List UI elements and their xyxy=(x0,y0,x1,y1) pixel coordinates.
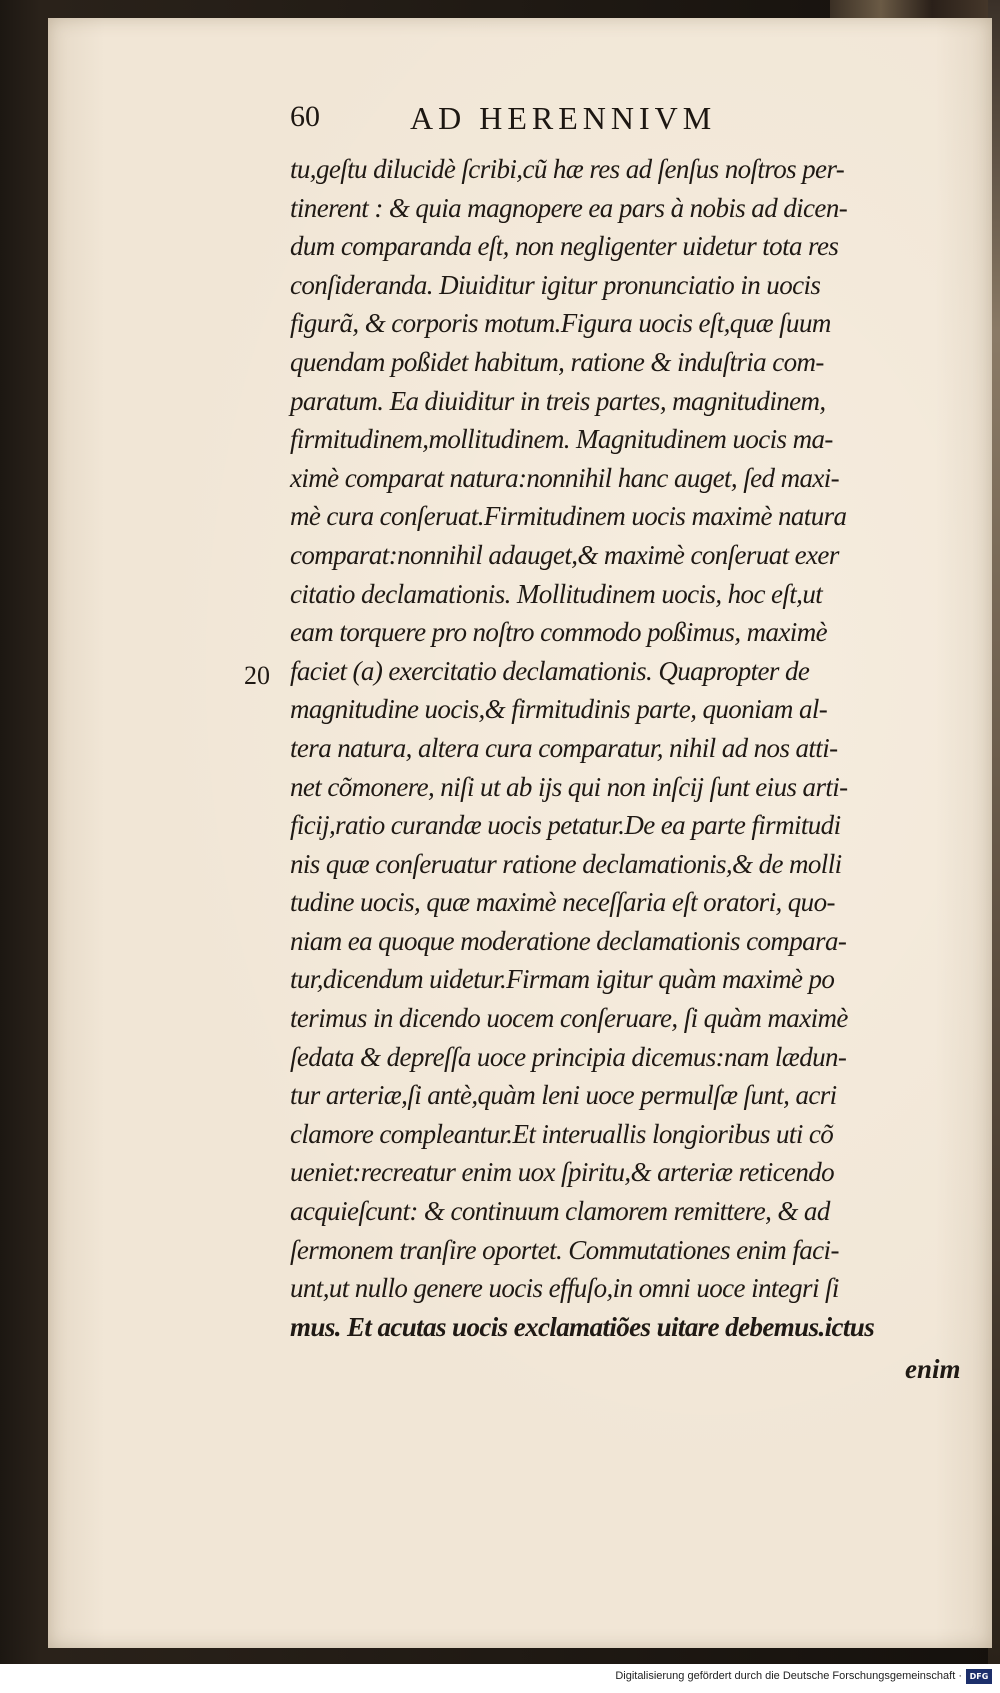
text-line: ximè comparat natura:nonnihil hanc auget, ſed maxi- xyxy=(290,462,840,493)
running-head: AD HERENNIVM xyxy=(410,100,717,136)
margin-line-number: 20 xyxy=(244,661,270,690)
text-line: quendam poßidet habitum, ratione & induſtria com- xyxy=(290,346,824,377)
text-line: unt,ut nullo genere uocis effuſo,in omni uoce integri ſi xyxy=(290,1273,839,1304)
text-line: mus. Et acutas uocis exclamatiões uitare debemus.ictus xyxy=(290,1311,875,1342)
page-number: 60 xyxy=(290,100,320,133)
text-line: firmitudinem,mollitudinem. Magnitudinem uocis ma- xyxy=(290,424,833,455)
text-line: tera natura, altera cura comparatur, nihil ad nos atti- xyxy=(290,732,838,763)
text-line: niam ea quoque moderatione declamationis compara- xyxy=(290,925,847,956)
text-line: ſermonem tranſire oportet. Commutationes enim faci- xyxy=(290,1234,839,1265)
text-line: mè cura conſeruat.Firmitudinem uocis maximè natura xyxy=(290,501,847,532)
text-line: ueniet:recreatur enim uox ſpiritu,& arteriæ reticendo xyxy=(290,1157,835,1188)
funding-credit: Digitalisierung gefördert durch die Deutsche Forschungsgemeinschaft · xyxy=(615,1670,962,1682)
text-line: citatio declamationis. Mollitudinem uocis, hoc eſt,ut xyxy=(290,578,823,609)
text-line: acquieſcunt: & continuum clamorem remittere, & ad xyxy=(290,1196,830,1227)
dfg-logo: DFG xyxy=(966,1669,992,1684)
text-line: faciet (a) exercitatio declamationis. Quapropter de xyxy=(290,655,810,686)
text-line: figurã, & corporis motum.Figura uocis eſt,quæ ſuum xyxy=(290,308,831,339)
text-line: nis quæ conſeruatur ratione declamationis,& de molli xyxy=(290,848,842,879)
text-line: tur,dicendum uidetur.Firmam igitur quàm maximè po xyxy=(290,964,835,995)
text-line: comparat:nonnihil adauget,& maximè conſeruat exer xyxy=(290,539,839,570)
footer xyxy=(0,1664,1000,1693)
text-line: tur arteriæ,ſi antè,quàm leni uoce permulſæ ſunt, acri xyxy=(290,1080,837,1111)
text-line: ficij,ratio curandæ uocis petatur.De ea parte firmitudi xyxy=(290,810,841,841)
text-line: clamore compleantur.Et interuallis longioribus uti cõ xyxy=(290,1118,834,1149)
catchword: enim xyxy=(905,1354,961,1384)
book-edge-top xyxy=(830,0,1000,18)
text-line: tu,geſtu dilucidè ſcribi,cũ hæ res ad ſenſus noſtros per- xyxy=(290,154,845,184)
text-line: net cõmonere, niſi ut ab ijs qui non inſcij ſunt eius arti- xyxy=(290,771,848,802)
page-header xyxy=(290,100,820,140)
text-line: eam torquere pro noſtro commodo poßimus, maximè xyxy=(290,617,827,648)
text-line: conſideranda. Diuiditur igitur pronunciatio in uocis xyxy=(290,269,821,300)
text-line: dum comparanda eſt, non negligenter uidetur tota res xyxy=(290,231,839,262)
text-line: tudine uocis, quæ maximè neceſſaria eſt oratori, quo- xyxy=(290,887,835,918)
text-line: terimus in dicendo uocem conſeruare, ſi quàm maximè xyxy=(290,1003,848,1034)
text-line: magnitudine uocis,& firmitudinis parte, quoniam al- xyxy=(290,694,828,725)
text-line: ſedata & depreſſa uoce principia dicemus:nam lædun- xyxy=(290,1041,847,1072)
text-line: paratum. Ea diuiditur in treis partes, magnitudinem, xyxy=(290,385,826,416)
text-line: tinerent : & quia magnopere ea pars à nobis ad dicen- xyxy=(290,192,848,223)
body-text xyxy=(290,150,970,1346)
